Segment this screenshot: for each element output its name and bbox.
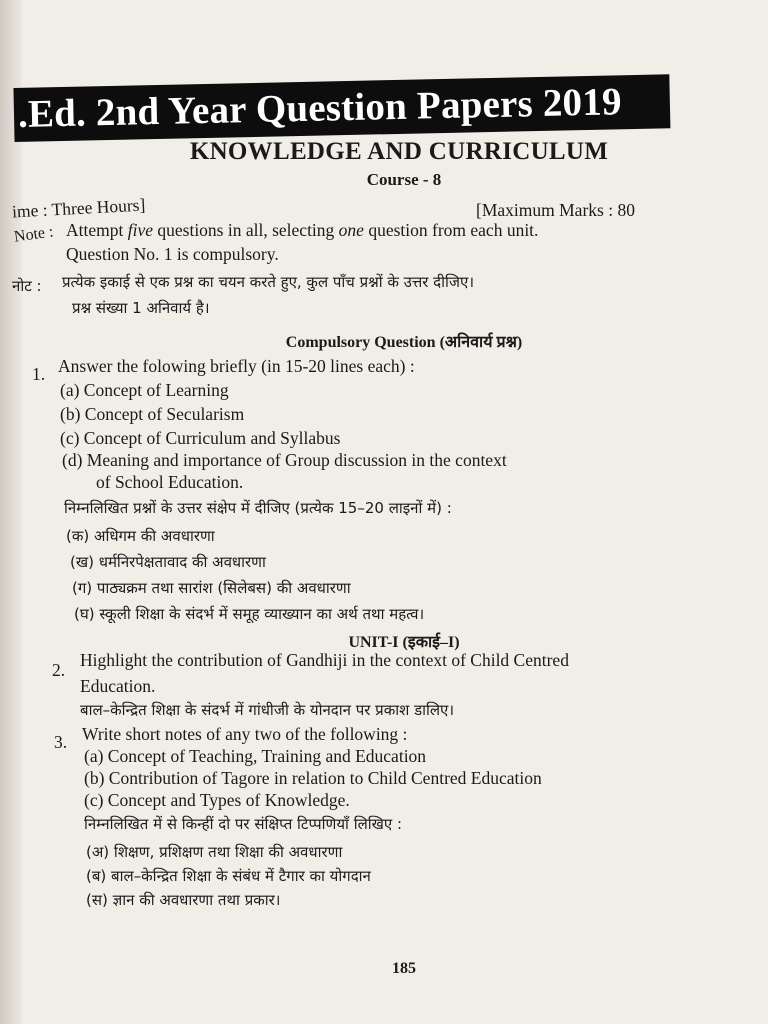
- hindi-note-label: नोट :: [12, 277, 42, 295]
- q1-hindi-option-c: (ग) पाठ्यक्रम तथा सारांश (सिलेबस) की अवधारणा: [72, 579, 351, 597]
- q3-number: 3.: [54, 732, 68, 752]
- q3-option-c: (c) Concept and Types of Knowledge.: [84, 790, 350, 810]
- unit-1-heading: UNIT-I (इकाई–I): [348, 634, 460, 651]
- q1-option-b: (b) Concept of Secularism: [60, 404, 245, 424]
- q3-option-a: (a) Concept of Teaching, Training and Education: [84, 746, 427, 766]
- note-line-1: Attempt five questions in all, selecting one question from each unit.: [66, 220, 539, 240]
- note-line-2: Question No. 1 is compulsory.: [66, 244, 279, 264]
- time-label: ime : Three Hours]: [11, 194, 146, 222]
- q3-option-b: (b) Contribution of Tagore in relation to Child Centred Education: [84, 768, 542, 788]
- q1-option-d-line2: of School Education.: [96, 472, 244, 492]
- q1-number: 1.: [32, 364, 46, 384]
- q2-hindi: बाल–केन्द्रित शिक्षा के संदर्भ में गांधीजी के योनदान पर प्रकाश डालिए।: [80, 701, 455, 719]
- q2-number: 2.: [52, 660, 66, 680]
- q3-hindi-option-a: (अ) शिक्षण, प्रशिक्षण तथा शिक्षा की अवधारणा: [86, 843, 343, 861]
- subject-title: KNOWLEDGE AND CURRICULUM: [189, 138, 609, 165]
- q3-hindi-option-b: (ब) बाल–केन्द्रित शिक्षा के संबंध में टैगार का योगदान: [86, 867, 371, 885]
- q1-text: Answer the folowing briefly (in 15-20 lines each) :: [58, 356, 415, 376]
- q2-line-2: Education.: [80, 676, 156, 696]
- q2-line-1: Highlight the contribution of Gandhiji in the context of Child Centred: [80, 650, 569, 670]
- course-number: Course - 8: [366, 170, 442, 189]
- q1-hindi-option-d: (घ) स्कूली शिक्षा के संदर्भ में समूह व्याख्यान का अर्थ तथा महत्व।: [74, 605, 425, 623]
- q1-hindi-text: निम्नलिखित प्रश्नों के उत्तर संक्षेप में दीजिए (प्रत्येक 15–20 लाइनों में) :: [64, 499, 452, 517]
- q1-option-a: (a) Concept of Learning: [60, 380, 229, 400]
- q1-hindi-option-b: (ख) धर्मनिरपेक्षतावाद की अवधारणा: [70, 553, 266, 571]
- hindi-note-line-1: प्रत्येक इकाई से एक प्रश्न का चयन करते हुए, कुल पाँच प्रश्नों के उत्तर दीजिए।: [62, 273, 475, 291]
- hindi-note-line-2: प्रश्न संख्या 1 अनिवार्य है।: [72, 299, 210, 317]
- q3-hindi-option-c: (स) ज्ञान की अवधारणा तथा प्रकार।: [86, 891, 281, 909]
- page-number: 185: [392, 960, 416, 977]
- note-label: Note :: [12, 223, 55, 246]
- title-banner: .Ed. 2nd Year Question Papers 2019: [13, 74, 670, 142]
- compulsory-heading: Compulsory Question (अनिवार्य प्रश्न): [285, 334, 523, 351]
- maximum-marks: [Maximum Marks : 80: [476, 200, 635, 220]
- q3-hindi-text: निम्नलिखित में से किन्हीं दो पर संक्षिप्त टिप्पणियाँ लिखिए :: [84, 815, 403, 833]
- q1-hindi-option-a: (क) अधिगम की अवधारणा: [66, 527, 215, 545]
- q1-option-c: (c) Concept of Curriculum and Syllabus: [60, 428, 341, 448]
- q3-text: Write short notes of any two of the following :: [82, 724, 408, 744]
- q1-option-d-line1: (d) Meaning and importance of Group discussion in the context: [62, 450, 507, 470]
